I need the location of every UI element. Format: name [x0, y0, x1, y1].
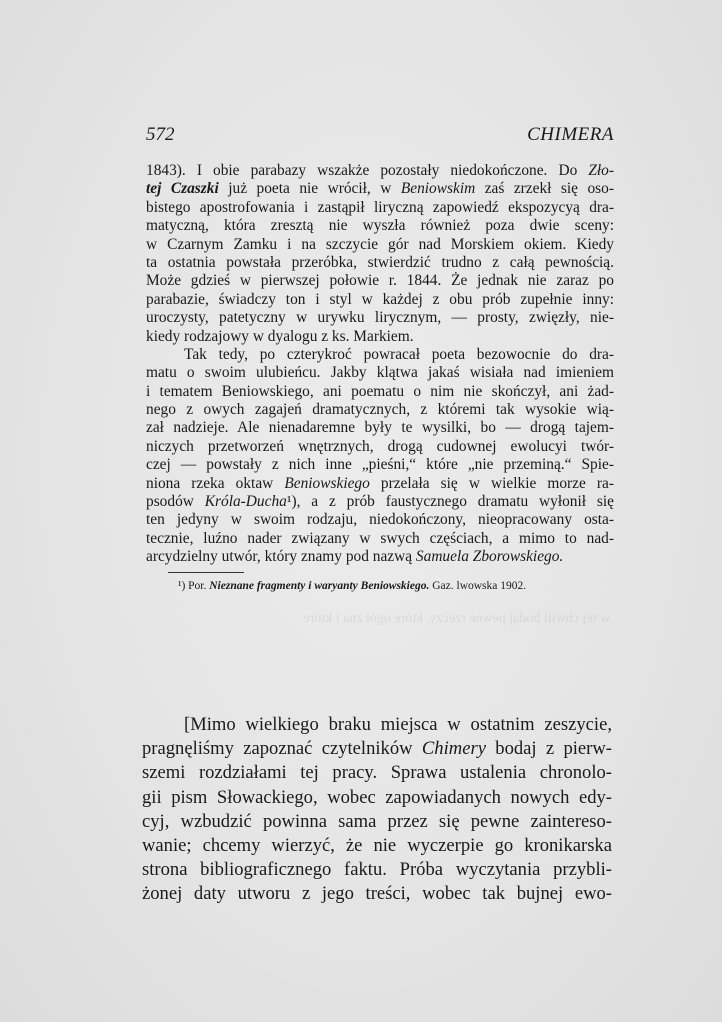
text-segment: 1843). I obie parabazy wszakże pozostały niedokończone. Do	[146, 162, 589, 179]
text-line	[146, 291, 614, 309]
italic-title: Króla-Ducha	[204, 493, 287, 511]
text-segment: Tak tedy, po czterykroć powracał poeta bezowocnie do dra-	[184, 345, 614, 363]
page-number: 572	[146, 124, 175, 145]
text-line	[146, 548, 614, 566]
text-line	[146, 180, 614, 198]
footnote-source: Gaz. lwowska 1902.	[432, 580, 527, 592]
text-segment: przelała się w wielkie morze ra-	[369, 474, 614, 492]
italic-title: Zło-	[588, 162, 614, 179]
text-line	[146, 511, 614, 529]
text-segment: ten jedyny w swoim rodzaju, niedokończony, nieopracowany osta-	[146, 511, 614, 529]
text-segment: matyczną, która zresztą nie wyszła również poza dwie sceny:	[146, 217, 614, 235]
text-line	[142, 786, 612, 810]
text-line	[142, 810, 612, 834]
running-title: CHIMERA	[527, 124, 614, 145]
text-segment: ta ostatnia powstała przeróbka, stwierdzić trudno z całą pewnością.	[146, 253, 614, 271]
text-segment: arcydzielny utwór, który znamy pod nazwą	[146, 548, 416, 566]
italic-title: Beniowskiego	[284, 474, 370, 492]
text-line	[142, 737, 612, 761]
text-segment: tecznie, luźno nader związany w swych częściach, a mimo to nad-	[146, 529, 614, 547]
text-line	[146, 346, 614, 364]
text-segment: uroczysty, patetyczny w urywku lirycznym, — prosty, zwięzły, nie-	[146, 309, 614, 327]
text-line	[146, 236, 614, 254]
text-segment: zaś zrzekł się oso-	[475, 180, 614, 198]
main-text	[146, 162, 614, 567]
text-segment: [Mimo wielkiego braku miejsca w ostatnim zeszycie,	[184, 714, 612, 735]
footnote-prefix: Por.	[188, 580, 207, 592]
text-segment: strona bibliograficznego faktu. Próba wyczytania przybli-	[142, 859, 612, 881]
text-line	[146, 401, 614, 419]
footnote-title: Nieznane fragmenty i waryanty Beniowskiego.	[209, 580, 430, 592]
italic-title: Chimery	[421, 738, 486, 760]
text-line	[146, 199, 614, 217]
text-line	[142, 834, 612, 858]
italic-title: tej Czaszki	[146, 180, 219, 198]
text-line	[146, 438, 614, 456]
text-segment: ¹), a z prób faustycznego dramatu wyłonił się	[286, 493, 615, 511]
text-segment: Może gdzieś w pierwszej połowie r. 1844. Że jednak nie zaraz po	[146, 272, 614, 290]
text-segment: matu o swoim ulubieńcu. Jakby klątwa jakaś wisiała nad imieniem	[146, 364, 614, 382]
footnote-marker: ¹)	[178, 580, 186, 592]
text-line	[146, 328, 614, 346]
text-segment: niczych przetworzeń wnętrznych, drogą cudownej ewolucyi twór-	[146, 437, 614, 455]
text-segment: parabazie, świadczy ton i styl w każdej z obu prób zupełnie inny:	[146, 290, 614, 308]
text-line	[146, 456, 614, 474]
text-line	[146, 217, 614, 235]
text-line	[146, 493, 614, 511]
text-line	[142, 713, 612, 737]
editor-note	[142, 713, 612, 907]
bleed-through-text: w tej chwili bodaj pewne rzeczy, które ogół zna i które	[303, 611, 610, 626]
italic-title: Samuela Zborowskiego.	[415, 548, 564, 566]
text-segment: zał nadzieje. Ale nienadaremne były te wysilki, bo — drogą tajem-	[146, 419, 614, 437]
text-segment: niona rzeka oktaw	[146, 474, 285, 492]
text-segment: gii pism Słowackiego, wobec zapowiadanych nowych edy-	[142, 786, 612, 808]
text-segment: psodów	[146, 493, 205, 511]
text-line	[146, 162, 614, 180]
text-line	[142, 882, 612, 906]
text-segment: żonej daty utworu z jego treści, wobec tak bujnej ewo-	[142, 883, 612, 905]
text-segment: czej — powstały z nich inne „pieśni,“ które „nie przeminą.“ Spie-	[146, 456, 614, 474]
text-line	[146, 383, 614, 401]
footnote-divider	[168, 572, 244, 573]
text-line	[142, 858, 612, 882]
footnote	[178, 580, 608, 592]
text-line	[146, 309, 614, 327]
text-segment: cyj, wzbudzić powinna sama przez się pewne zaintereso-	[142, 810, 612, 832]
text-line	[146, 364, 614, 382]
text-segment: wanie; chcemy wierzyć, że nie wyczerpie go kronikarska	[142, 834, 612, 856]
text-segment: już poeta nie wrócił, w	[218, 180, 401, 198]
text-segment: w Czarnym Zamku i na szczycie gór nad Morskiem okiem. Kiedy	[146, 235, 614, 253]
text-segment: i tematem Beniowskiego, ani poematu o nim nie skończył, ani żad-	[146, 382, 614, 400]
text-segment: bistego apostrofowania i zastąpił liryczną zapowiedź ekspozycyą dra-	[146, 198, 614, 216]
text-segment: kiedy rodzajowy w dyalogu z ks. Markiem.	[146, 327, 414, 345]
text-segment: nego z owych zagajeń dramatycznych, z któremi tak wysokie wią-	[146, 401, 614, 419]
page-header	[146, 124, 614, 150]
text-line	[142, 761, 612, 785]
text-line	[146, 254, 614, 272]
text-segment: pragnęliśmy zapoznać czytelników	[142, 738, 422, 760]
text-line	[146, 272, 614, 290]
text-line	[146, 530, 614, 548]
italic-title: Beniowskim	[400, 180, 476, 198]
text-line	[146, 419, 614, 437]
text-segment: bodaj z pierw-	[485, 738, 612, 760]
text-segment: szemi rozdziałami tej pracy. Sprawa ustalenia chronolo-	[142, 762, 612, 784]
text-line	[146, 475, 614, 493]
